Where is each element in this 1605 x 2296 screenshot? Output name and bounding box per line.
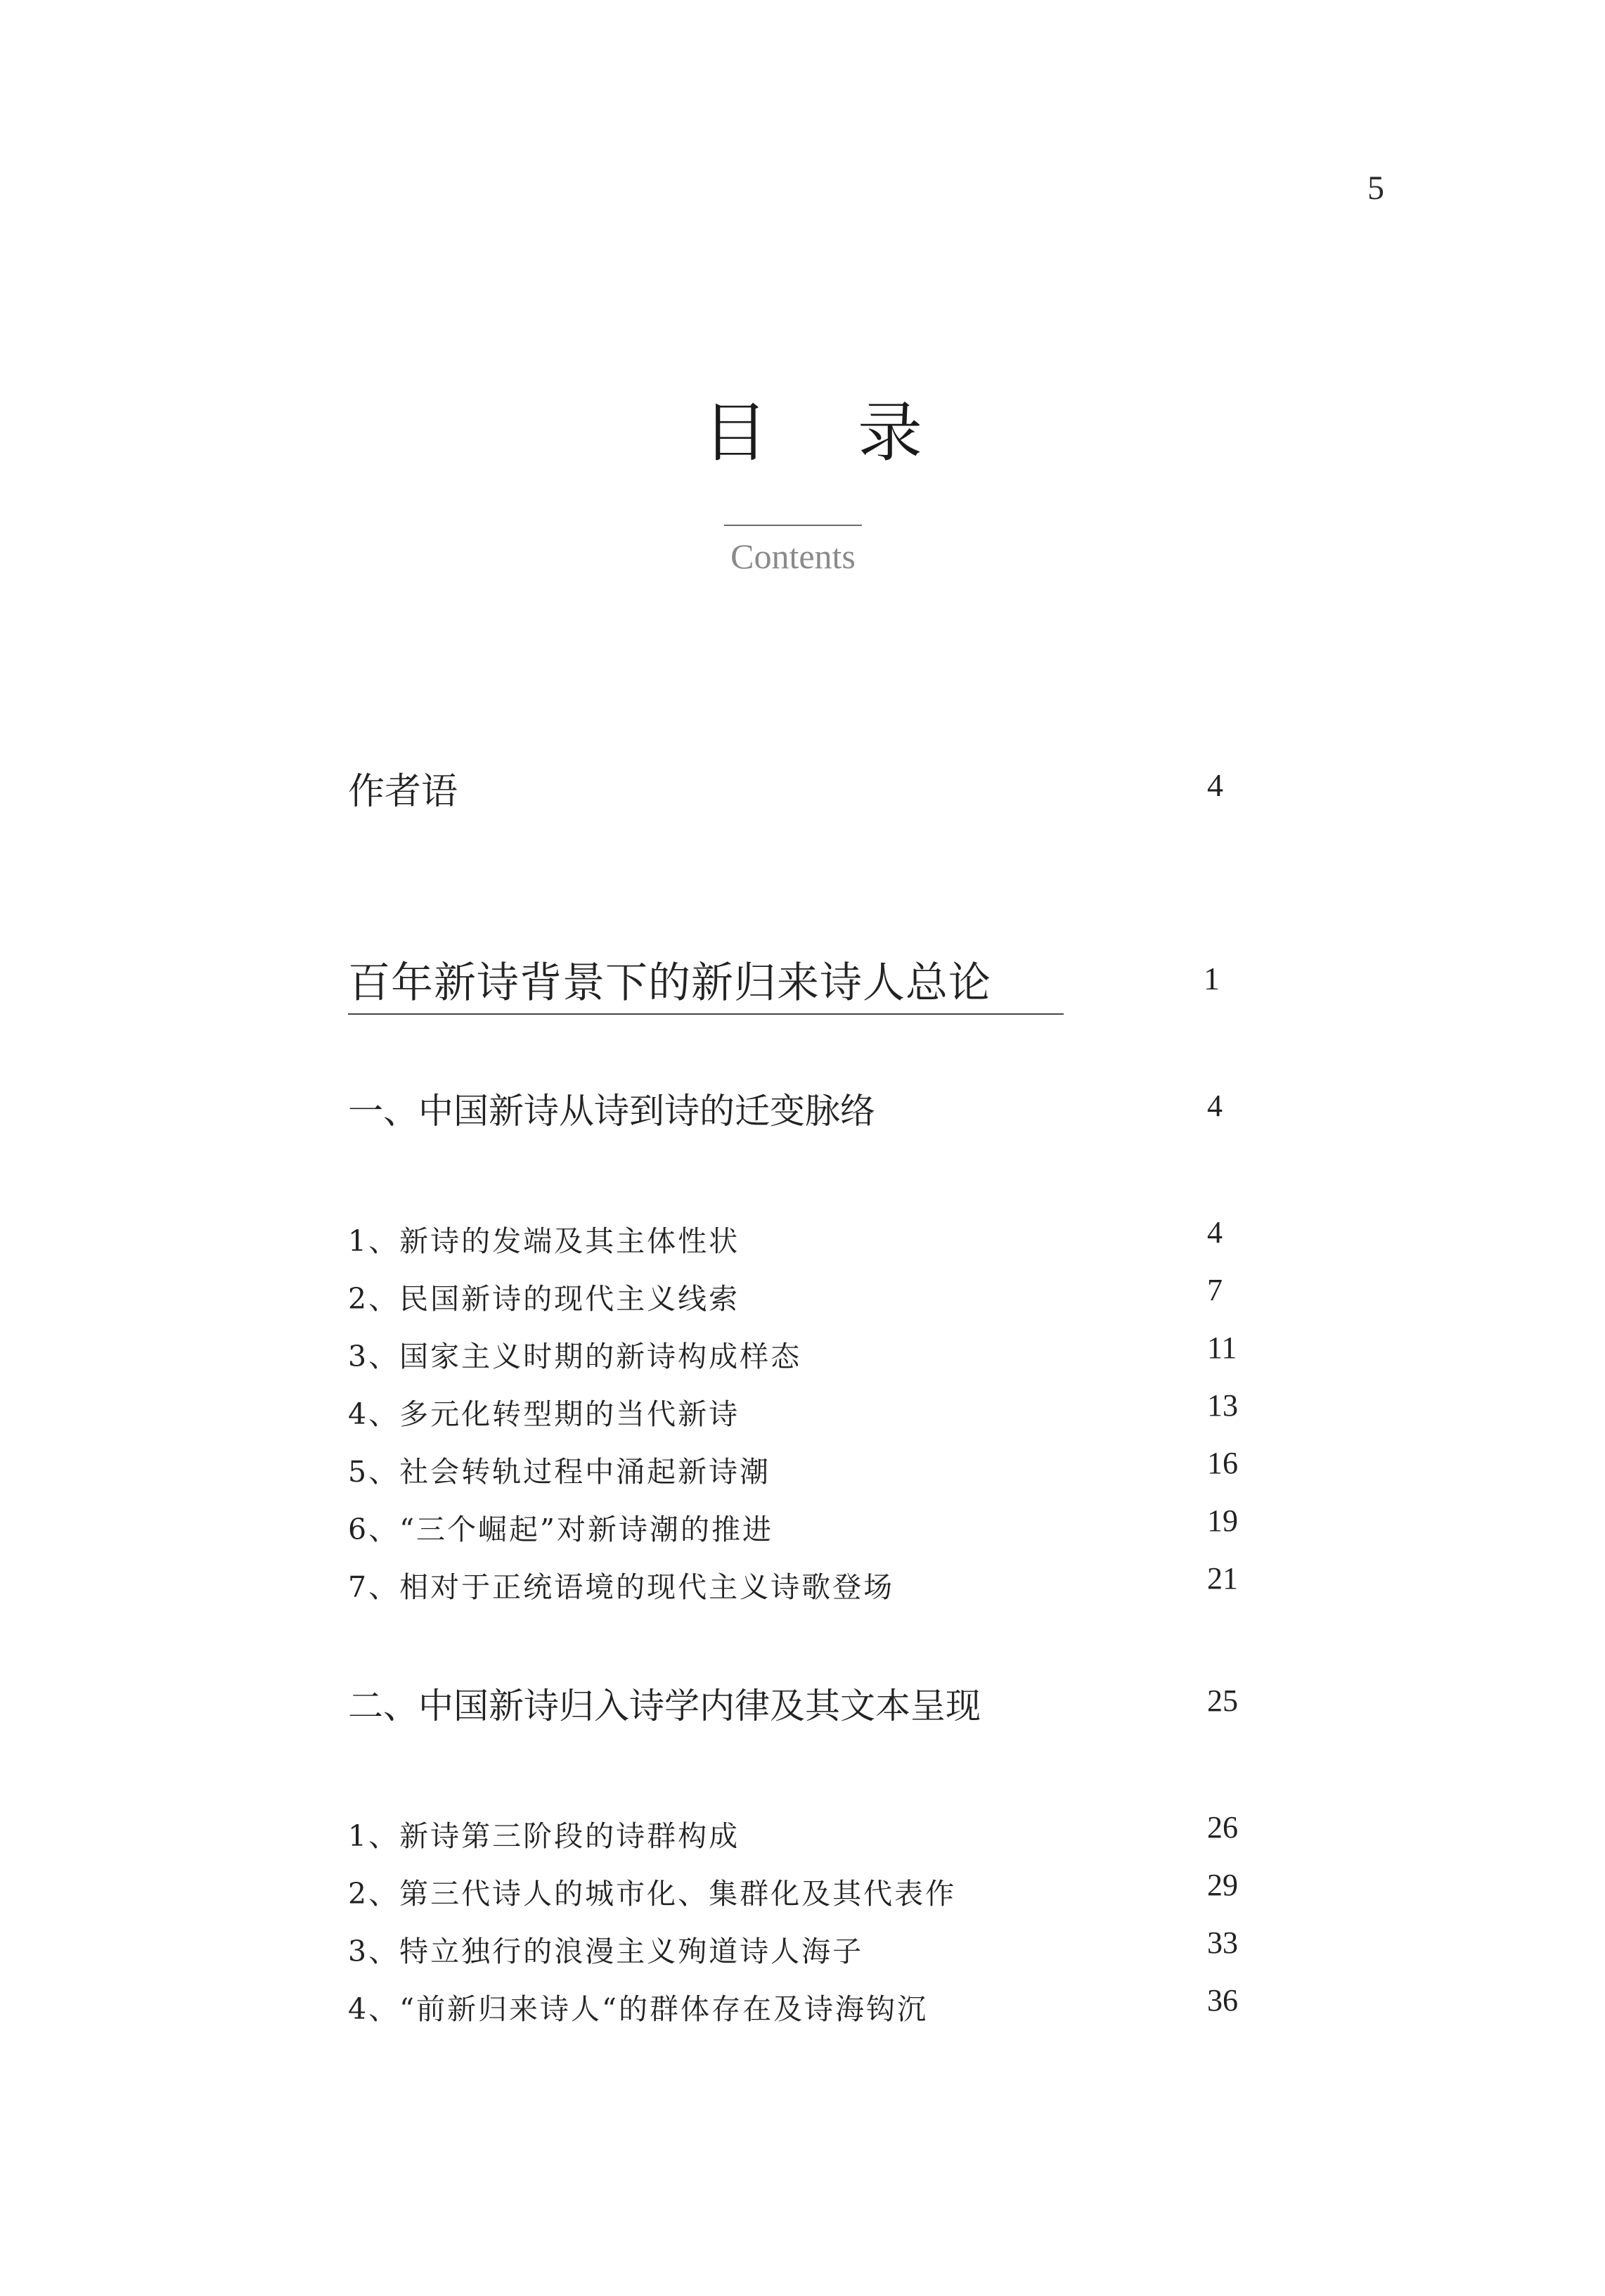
- toc-item-page: 11: [1207, 1330, 1237, 1365]
- toc-item-label: 2、第三代诗人的城市化、集群化及其代表作: [348, 1877, 957, 1911]
- toc-entry-page: 4: [1207, 767, 1223, 803]
- toc-item-page: 33: [1207, 1925, 1238, 1960]
- toc-item-page: 36: [1207, 1983, 1238, 2018]
- toc-entry-label: 作者语: [348, 771, 458, 813]
- toc-item-label: 1、新诗的发端及其主体性状: [348, 1224, 740, 1258]
- toc-item-label: 3、特立独行的浪漫主义殉道诗人海子: [348, 1935, 864, 1968]
- toc-item-label: 5、社会转轨过程中涌起新诗潮: [348, 1455, 771, 1489]
- toc-item-label: 6、“三个崛起”对新诗潮的推进: [348, 1513, 774, 1546]
- toc-item-page: 29: [1207, 1868, 1238, 1902]
- toc-item-label: 4、“前新归来诗人“的群体存在及诗海钩沉: [348, 1992, 929, 2026]
- toc-item-page: 16: [1207, 1446, 1238, 1480]
- page-number: 5: [1367, 169, 1384, 207]
- title-divider: [724, 525, 862, 526]
- toc-item-label: 4、多元化转型期的当代新诗: [348, 1397, 740, 1431]
- page-subtitle: Contents: [730, 537, 856, 576]
- chapter-title: 百年新诗背景下的新归来诗人总论: [348, 958, 991, 1008]
- chapter-page: 1: [1204, 961, 1220, 996]
- page-title: 目录: [703, 395, 1013, 470]
- chapter-underline: [348, 1013, 1064, 1015]
- toc-item-label: 3、国家主义时期的新诗构成样态: [348, 1340, 802, 1373]
- toc-item-page: 13: [1207, 1388, 1238, 1423]
- section-page: 25: [1207, 1683, 1238, 1718]
- toc-item-page: 7: [1207, 1273, 1223, 1307]
- toc-item-page: 4: [1207, 1215, 1223, 1250]
- toc-item-label: 1、新诗第三阶段的诗群构成: [348, 1819, 740, 1853]
- toc-item-page: 26: [1207, 1810, 1238, 1845]
- section-page: 4: [1207, 1089, 1223, 1123]
- toc-item-page: 19: [1207, 1503, 1238, 1538]
- toc-item-label: 7、相对于正统语境的现代主义诗歌登场: [348, 1570, 895, 1604]
- section-title: 一、中国新诗从诗到诗的迁变脉络: [348, 1091, 875, 1131]
- section-title: 二、中国新诗归入诗学内律及其文本呈现: [348, 1686, 981, 1726]
- toc-item-page: 21: [1207, 1561, 1238, 1596]
- toc-item-label: 2、民国新诗的现代主义线索: [348, 1282, 740, 1316]
